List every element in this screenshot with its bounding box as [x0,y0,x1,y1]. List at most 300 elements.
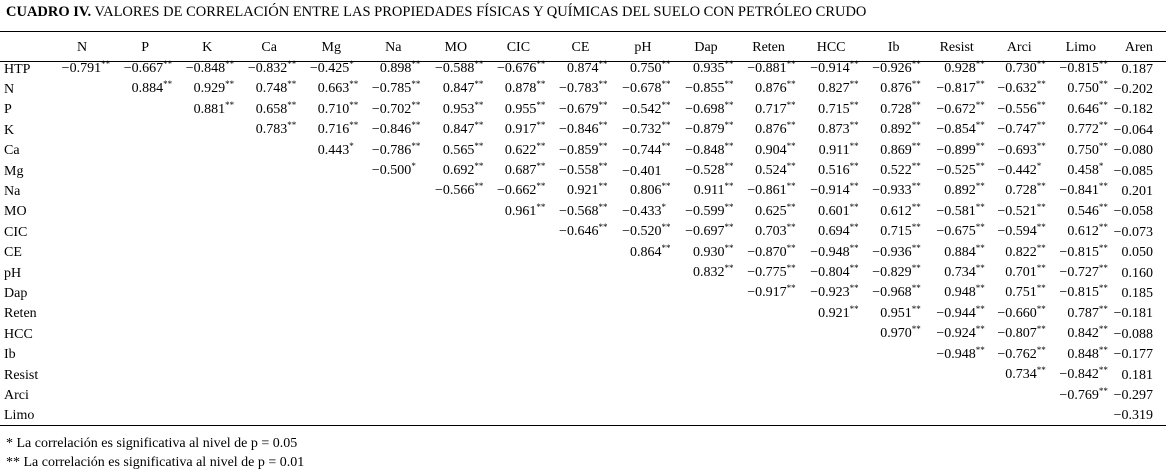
empty-cell [424,222,487,242]
correlation-value: −0.762 [997,346,1037,362]
empty-cell [424,406,487,425]
correlation-value: −0.588 [434,61,475,76]
empty-cell [114,243,176,263]
correlation-value: 0.625 [755,203,787,219]
correlation-value: 0.694 [818,224,850,240]
empty-cell [863,406,925,425]
correlation-cell [1112,161,1166,181]
correlation-value: 0.847 [442,81,475,97]
table-row [0,345,1166,365]
correlation-cell [50,59,114,79]
significance-mark: ** [661,140,671,151]
correlation-cell [675,263,738,283]
significance-mark: ** [1036,59,1046,69]
correlation-value: −0.936 [872,244,912,260]
correlation-value: 0.884 [131,81,164,97]
empty-cell [549,304,611,324]
significance-mark: ** [724,120,734,131]
correlation-value: −0.846 [559,122,599,138]
significance-mark: ** [411,140,421,151]
correlation-value: 0.874 [566,61,599,76]
significance-mark: ** [849,120,859,131]
empty-cell [50,181,114,201]
correlation-value: 0.935 [693,61,725,76]
correlation-value: 0.827 [818,81,850,97]
significance-mark: ** [975,59,985,69]
table-row [0,181,1166,201]
correlation-value: −0.088 [1113,326,1153,342]
significance-mark: ** [975,99,985,110]
correlation-cell [611,141,674,161]
correlation-value: −0.319 [1113,407,1153,423]
correlation-value: −0.558 [559,163,599,179]
correlation-value: −0.080 [1113,143,1153,159]
significance-mark: ** [101,59,111,69]
correlation-value: 0.658 [255,101,288,117]
empty-cell [800,406,863,425]
significance-mark: * [349,140,354,151]
significance-mark: ** [598,222,608,233]
empty-cell [50,324,114,344]
correlation-value: −0.702 [371,101,412,117]
correlation-value: 0.955 [504,101,537,117]
correlation-value: 0.715 [818,101,850,117]
correlation-value: 0.921 [818,305,850,321]
correlation-value: −0.775 [747,265,787,281]
empty-cell [362,406,424,425]
empty-cell [549,263,611,283]
correlation-value: 0.953 [442,101,475,117]
significance-mark: * [1036,161,1042,172]
significance-mark: ** [911,263,921,274]
correlation-value: −0.881 [747,61,787,76]
empty-cell [549,243,611,263]
significance-mark: ** [911,161,921,172]
significance-mark: ** [786,99,796,110]
significance-mark: ** [1098,344,1108,355]
empty-cell [362,345,424,365]
correlation-value: 0.716 [317,122,350,138]
significance-mark: ** [849,59,859,69]
significance-mark: ** [1098,140,1108,151]
significance-mark: ** [536,99,546,110]
empty-cell [176,161,238,181]
correlation-value: 0.869 [880,142,912,158]
empty-cell [487,406,549,425]
empty-cell [424,345,487,365]
significance-mark: ** [1036,242,1046,253]
correlation-value: −0.528 [685,163,725,179]
correlation-value: −0.182 [1113,102,1153,118]
correlation-value: −0.581 [936,203,976,219]
empty-cell [50,222,114,242]
significance-mark: ** [474,120,484,131]
empty-cell [611,365,674,385]
empty-cell [176,181,238,201]
correlation-value: 0.546 [1067,203,1099,219]
empty-cell [362,243,424,263]
significance-mark: ** [287,79,297,90]
significance-mark: ** [598,161,608,172]
significance-mark: ** [724,59,734,69]
row-label: MO [4,204,27,220]
empty-cell [675,324,738,344]
significance-mark: ** [1036,201,1046,212]
correlation-value: 0.522 [880,163,912,179]
correlation-value: 0.710 [317,101,350,117]
significance-mark: ** [724,222,734,233]
significance-mark: ** [598,79,608,90]
correlation-value: −0.566 [434,183,475,199]
significance-mark: ** [849,303,859,314]
table-row [0,324,1166,344]
footnote-1: * La correlación es significativa al nivel de p = 0.05 [6,436,298,451]
column-header: Limo [1065,40,1096,55]
empty-cell [738,304,800,324]
significance-mark: ** [975,79,985,90]
correlation-value: −0.177 [1113,347,1153,363]
correlation-value: −0.693 [997,142,1037,158]
correlation-value: 0.748 [255,81,288,97]
significance-mark: ** [225,99,235,110]
correlation-value: 0.750 [1067,142,1099,158]
empty-cell [50,283,114,303]
empty-cell [114,100,176,120]
significance-mark: ** [411,120,421,131]
correlation-value: −0.520 [622,224,662,240]
significance-mark: ** [536,140,546,151]
correlation-cell [1112,100,1166,120]
significance-mark: ** [1098,99,1108,110]
correlation-cell [1112,202,1166,222]
significance-mark: ** [411,59,421,69]
significance-mark: ** [661,181,671,192]
correlation-value: −0.817 [936,81,976,97]
correlation-value: −0.924 [936,326,976,342]
correlation-value: 0.911 [693,183,725,199]
correlation-value: −0.697 [685,224,725,240]
correlation-value: −0.521 [997,203,1037,219]
column-header: N [76,40,88,55]
empty-cell [362,304,424,324]
significance-mark: ** [1098,365,1108,376]
correlation-value: −0.500 [371,163,412,179]
correlation-value: 0.911 [818,142,850,158]
correlation-table [0,37,1166,425]
empty-cell [176,345,238,365]
correlation-value: 0.646 [1067,101,1099,117]
significance-mark: ** [1036,365,1046,376]
correlation-cell [300,141,362,161]
correlation-value: −0.747 [997,122,1037,138]
correlation-value: 0.847 [442,122,475,138]
significance-mark: ** [849,263,859,274]
empty-cell [675,406,738,425]
significance-mark: ** [975,140,985,151]
correlation-cell [549,222,611,242]
column-header: Na [385,40,402,55]
significance-mark: ** [724,161,734,172]
empty-cell [300,181,362,201]
correlation-value: 0.728 [880,101,912,117]
empty-cell [738,386,800,406]
significance-mark: ** [661,59,671,69]
correlation-value: −0.202 [1113,81,1153,97]
significance-mark: ** [536,120,546,131]
correlation-value: 0.201 [1121,183,1153,199]
correlation-value: 0.876 [880,81,912,97]
empty-cell [300,263,362,283]
correlation-value: −0.815 [1059,244,1099,260]
empty-cell [362,365,424,385]
correlation-value: 0.832 [693,265,725,281]
table-row [0,100,1166,120]
empty-cell [176,222,238,242]
significance-mark: ** [163,79,173,90]
significance-mark: ** [163,59,173,69]
column-header: Resist [939,40,974,55]
significance-mark: ** [1098,201,1108,212]
correlation-value: 0.601 [818,203,850,219]
correlation-value: 0.787 [1067,305,1099,321]
correlation-cell [611,243,674,263]
correlation-value: 0.842 [1067,326,1099,342]
significance-mark: ** [849,99,859,110]
column-header: MO [444,40,468,55]
row-label: Ca [4,143,20,159]
correlation-cell [1112,406,1166,425]
empty-cell [50,304,114,324]
table-row [0,243,1166,263]
correlation-value: 0.687 [504,163,537,179]
empty-cell [549,365,611,385]
table-row [0,141,1166,161]
significance-mark: ** [975,283,985,294]
empty-cell [114,304,176,324]
significance-mark: ** [1036,222,1046,233]
empty-cell [176,263,238,283]
correlation-value: −0.914 [810,61,850,76]
correlation-cell [1112,365,1166,385]
empty-cell [114,202,176,222]
significance-mark: ** [536,161,546,172]
correlation-value: 0.772 [1067,122,1099,138]
significance-mark: ** [1036,140,1046,151]
empty-cell [114,120,176,140]
significance-mark: ** [225,59,235,69]
correlation-value: −0.832 [247,61,288,76]
significance-mark: ** [1098,385,1108,396]
significance-mark: ** [1036,263,1046,274]
correlation-value: 0.050 [1121,245,1153,261]
significance-mark: ** [786,283,796,294]
significance-mark: ** [225,79,235,90]
correlation-value: −0.667 [123,61,164,76]
significance-mark: ** [786,120,796,131]
table-row [0,263,1166,283]
correlation-cell [1112,263,1166,283]
significance-mark: ** [1098,303,1108,314]
significance-mark: ** [786,59,796,69]
table-row [0,365,1166,385]
row-label: Ib [4,347,16,363]
empty-cell [424,324,487,344]
significance-mark: ** [1098,120,1108,131]
significance-mark: ** [911,99,921,110]
table-row [0,120,1166,140]
correlation-value: 0.622 [504,142,537,158]
significance-mark: ** [598,99,608,110]
correlation-value: 0.717 [755,101,787,117]
significance-mark: ** [474,59,484,69]
empty-cell [50,202,114,222]
empty-cell [738,406,800,425]
significance-mark: ** [1098,263,1108,274]
row-label: Arci [4,388,29,403]
correlation-value: −0.859 [559,142,599,158]
empty-cell [114,263,176,283]
correlation-value: −0.944 [936,305,976,321]
correlation-value: 0.848 [1067,346,1099,362]
table-row [0,222,1166,242]
empty-cell [300,202,362,222]
empty-cell [114,324,176,344]
empty-cell [50,141,114,161]
correlation-cell [362,161,424,181]
empty-cell [487,345,549,365]
row-label: Resist [4,367,39,383]
significance-mark: ** [724,201,734,212]
correlation-value: −0.632 [997,81,1037,97]
row-label: pH [4,265,22,281]
empty-cell [238,304,300,324]
significance-mark: ** [975,161,985,172]
empty-cell [176,365,238,385]
correlation-value: 0.612 [1067,224,1099,240]
empty-cell [863,345,925,365]
significance-mark: ** [1036,120,1046,131]
empty-cell [487,283,549,303]
significance-mark: ** [287,120,297,131]
empty-cell [300,161,362,181]
significance-mark: ** [349,99,359,110]
correlation-value: 0.864 [630,244,662,260]
empty-cell [50,263,114,283]
significance-mark: * [349,59,354,69]
correlation-value: 0.928 [944,61,976,76]
significance-mark: ** [911,324,921,335]
column-header: Reten [752,40,785,55]
empty-cell [50,365,114,385]
significance-mark: ** [849,201,859,212]
significance-mark: ** [536,201,546,212]
correlation-value: 0.612 [880,203,912,219]
empty-cell [675,386,738,406]
correlation-value: −0.542 [622,101,662,117]
empty-cell [611,345,674,365]
empty-cell [300,324,362,344]
correlation-value: −0.727 [1059,265,1099,281]
column-header: Aren [1124,40,1153,55]
empty-cell [675,304,738,324]
correlation-value: 0.876 [755,122,787,138]
significance-mark: ** [786,140,796,151]
significance-mark: ** [724,181,734,192]
significance-mark: ** [849,283,859,294]
empty-cell [549,324,611,344]
correlation-value: 0.948 [944,285,976,301]
correlation-cell [925,345,989,365]
table-caption [6,4,866,21]
correlation-value: −0.923 [810,285,850,301]
correlation-value: −0.785 [371,81,412,97]
correlation-value: −0.297 [1113,388,1153,403]
correlation-value: 0.898 [379,61,412,76]
significance-mark: ** [536,59,546,69]
empty-cell [487,304,549,324]
caption-label: CUADRO IV. [6,4,92,20]
row-label: Na [4,183,21,199]
correlation-value: −0.442 [997,163,1037,179]
significance-mark: ** [1036,344,1046,355]
significance-mark: ** [349,120,359,131]
significance-mark: ** [598,201,608,212]
empty-cell [989,406,1050,425]
correlation-cell [238,120,300,140]
empty-cell [176,141,238,161]
correlation-value: 0.951 [880,305,912,321]
correlation-value: −0.058 [1113,204,1153,220]
correlation-cell [1112,181,1166,201]
empty-cell [238,141,300,161]
correlation-cell [176,100,238,120]
significance-mark: ** [724,140,734,151]
significance-mark: ** [849,140,859,151]
significance-mark: ** [786,161,796,172]
correlation-value: −0.846 [371,122,412,138]
correlation-value: 0.892 [880,122,912,138]
empty-cell [176,243,238,263]
correlation-value: 0.701 [1005,265,1037,281]
significance-mark: ** [411,79,421,90]
table-row [0,283,1166,303]
empty-cell [611,406,674,425]
empty-cell [611,324,674,344]
correlation-cell [800,304,863,324]
correlation-value: 0.734 [944,265,976,281]
empty-cell [238,345,300,365]
significance-mark: ** [911,120,921,131]
row-label: Reten [4,306,37,322]
correlation-value: −0.786 [371,142,412,158]
correlation-value: −0.556 [997,101,1037,117]
empty-cell [238,202,300,222]
correlation-cell [424,181,487,201]
empty-cell [238,222,300,242]
significance-mark: ** [598,120,608,131]
significance-mark: ** [724,99,734,110]
correlation-value: 0.929 [193,81,226,97]
corner-cell [0,37,50,59]
empty-cell [424,283,487,303]
significance-mark: ** [975,324,985,335]
empty-cell [863,365,925,385]
empty-cell [611,304,674,324]
significance-mark: ** [1036,283,1046,294]
significance-mark: ** [911,181,921,192]
empty-cell [424,386,487,406]
correlation-value: 0.692 [442,163,475,179]
